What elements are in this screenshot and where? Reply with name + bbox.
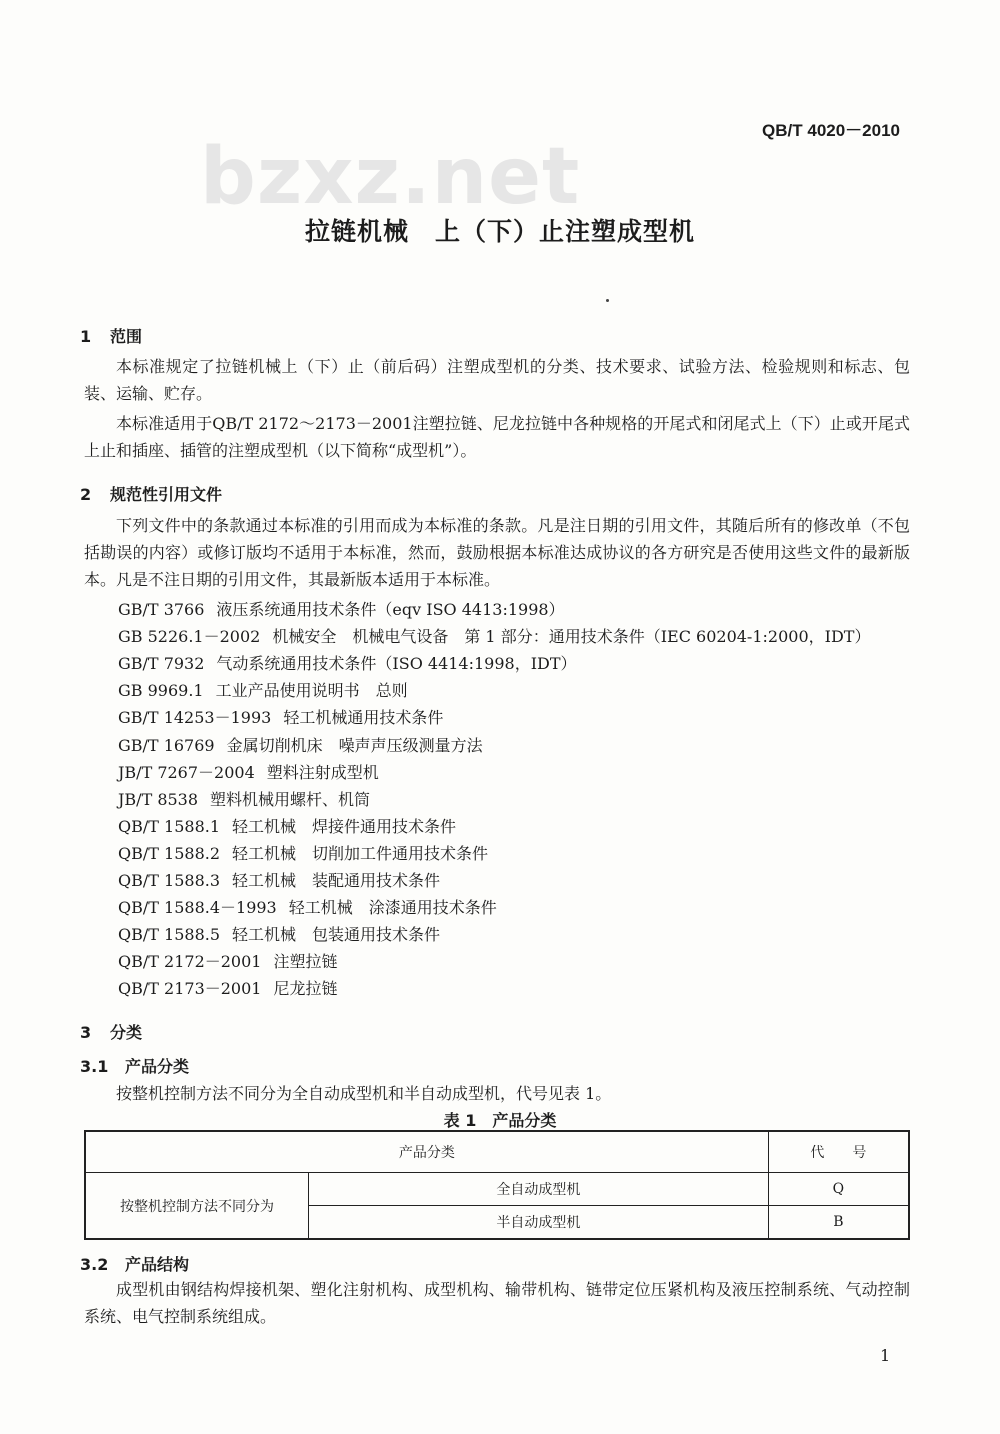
reference-item [118, 597, 565, 620]
reference-item [118, 976, 337, 999]
section-title: 产品分类 [125, 1057, 190, 1076]
section-3-2-paragraph: 成型机由钢结构焊接机架、塑化注射机构、成型机构、输带机构、链带定位压紧机构及液压控制系统、气动控制系统、电气控制系统组成。 [84, 1280, 910, 1326]
reference-item [118, 814, 456, 837]
section-1-heading [80, 324, 142, 347]
reference-code: QB/T 1588.5 [118, 925, 221, 945]
reference-title: 轻工机械通用技术条件 [283, 708, 444, 728]
reference-item [118, 624, 870, 647]
standard-code: QB/T 4020－2010 [762, 121, 900, 140]
reference-code: GB/T 7932 [118, 654, 205, 674]
reference-code: JB/T 7267－2004 [118, 762, 255, 782]
reference-code: GB 5226.1－2002 [118, 627, 261, 647]
page-number: 1 [880, 1346, 891, 1365]
reference-title: 轻工机械 涂漆通用技术条件 [288, 898, 497, 918]
reference-title: 塑料注射成型机 [266, 762, 379, 782]
section-2-paragraph-1: 下列文件中的条款通过本标准的引用而成为本标准的条款。凡是注日期的引用文件，其随后所有的修改单（不包括勘误的内容）或修订版均不适用于本标准，然而，鼓励根据本标准达成协议的各方研究是否使用这些文件的最新版本。凡是不注日期的引用文件，其最新版本适用于本标准。 [84, 516, 910, 589]
section-number: 1 [80, 327, 92, 346]
reference-title: 塑料机械用螺杆、机筒 [210, 789, 371, 809]
reference-title: 金属切削机床 噪声声压级测量方法 [226, 735, 483, 755]
reference-code: QB/T 1588.3 [118, 871, 221, 890]
reference-item [118, 868, 440, 891]
reference-title: 轻工机械 包装通用技术条件 [232, 925, 441, 945]
product-classification-table [84, 1130, 910, 1240]
reference-item [118, 949, 337, 972]
reference-title: 气动系统通用技术条件（ISO 4414:1998，IDT） [216, 654, 577, 674]
code-cell: B [768, 1206, 909, 1240]
header-cell-code: 代 号 [768, 1131, 909, 1173]
reference-item [118, 895, 497, 918]
reference-code: QB/T 2172－2001 [118, 952, 262, 972]
table-caption: 表 1 产品分类 [443, 1111, 557, 1130]
reference-item [118, 705, 443, 728]
section-3-1-paragraph: 按整机控制方法不同分为全自动成型机和半自动成型机，代号见表 1。 [116, 1084, 612, 1103]
reference-code: QB/T 2173－2001 [118, 979, 262, 999]
reference-code: QB/T 1588.4－1993 [118, 898, 277, 918]
speck [606, 299, 609, 302]
section-1-paragraph-1: 本标准规定了拉链机械上（下）止（前后码）注塑成型机的分类、技术要求、试验方法、检验规则和标志、包装、运输、贮存。 [84, 357, 910, 403]
reference-item [118, 651, 577, 674]
reference-code: QB/T 1588.2 [118, 843, 221, 863]
reference-title: 尼龙拉链 [273, 979, 338, 999]
reference-code: GB 9969.1 [118, 681, 204, 701]
reference-title: 轻工机械 装配通用技术条件 [232, 871, 441, 890]
reference-title: 轻工机械 切削加工件通用技术条件 [232, 843, 489, 863]
code-cell: Q [768, 1173, 909, 1206]
reference-code: GB/T 16769 [118, 735, 215, 755]
section-3-2-heading [80, 1252, 189, 1275]
table-header-row [85, 1131, 909, 1173]
reference-item [118, 678, 408, 701]
reference-code: JB/T 8538 [118, 789, 199, 809]
reference-code: QB/T 1588.1 [118, 816, 221, 836]
reference-item [118, 922, 440, 945]
section-title: 规范性引用文件 [110, 485, 223, 504]
section-1-paragraph-2: 本标准适用于QB/T 2172～2173－2001注塑拉链、尼龙拉链中各种规格的开尾式和闭尾式上（下）止或开尾式上止和插座、插管的注塑成型机（以下简称“成型机”）。 [84, 414, 910, 460]
section-3-heading [80, 1020, 142, 1043]
reference-item [118, 760, 379, 783]
section-2-heading [80, 482, 222, 505]
group-label-cell: 按整机控制方法不同分为 [85, 1173, 309, 1240]
section-number: 2 [80, 485, 92, 504]
document-title: 拉链机械 上（下）止注塑成型机 [304, 217, 695, 246]
watermark: bzxz.net [200, 132, 581, 222]
reference-item [118, 787, 370, 810]
reference-title: 轻工机械 焊接件通用技术条件 [232, 816, 457, 836]
section-number: 3 [80, 1023, 92, 1042]
section-number: 3.1 [80, 1057, 109, 1076]
section-title: 范围 [110, 327, 143, 346]
section-3-1-heading [80, 1054, 189, 1077]
table-row [85, 1173, 909, 1206]
section-title: 产品结构 [125, 1255, 190, 1274]
reference-title: 工业产品使用说明书 总则 [215, 681, 408, 701]
type-cell: 半自动成型机 [309, 1206, 769, 1240]
reference-code: GB/T 3766 [118, 600, 205, 619]
reference-title: 机械安全 机械电气设备 第 1 部分：通用技术条件（IEC 60204-1:2000，IDT） [272, 627, 871, 647]
reference-item [118, 841, 488, 864]
reference-code: GB/T 14253－1993 [118, 708, 272, 728]
type-cell: 全自动成型机 [309, 1173, 769, 1206]
header-cell-category: 产品分类 [85, 1131, 768, 1173]
section-title: 分类 [110, 1023, 143, 1042]
reference-title: 液压系统通用技术条件（eqv ISO 4413:1998） [216, 600, 565, 619]
reference-item [118, 733, 483, 756]
reference-title: 注塑拉链 [273, 952, 338, 972]
section-number: 3.2 [80, 1255, 109, 1274]
